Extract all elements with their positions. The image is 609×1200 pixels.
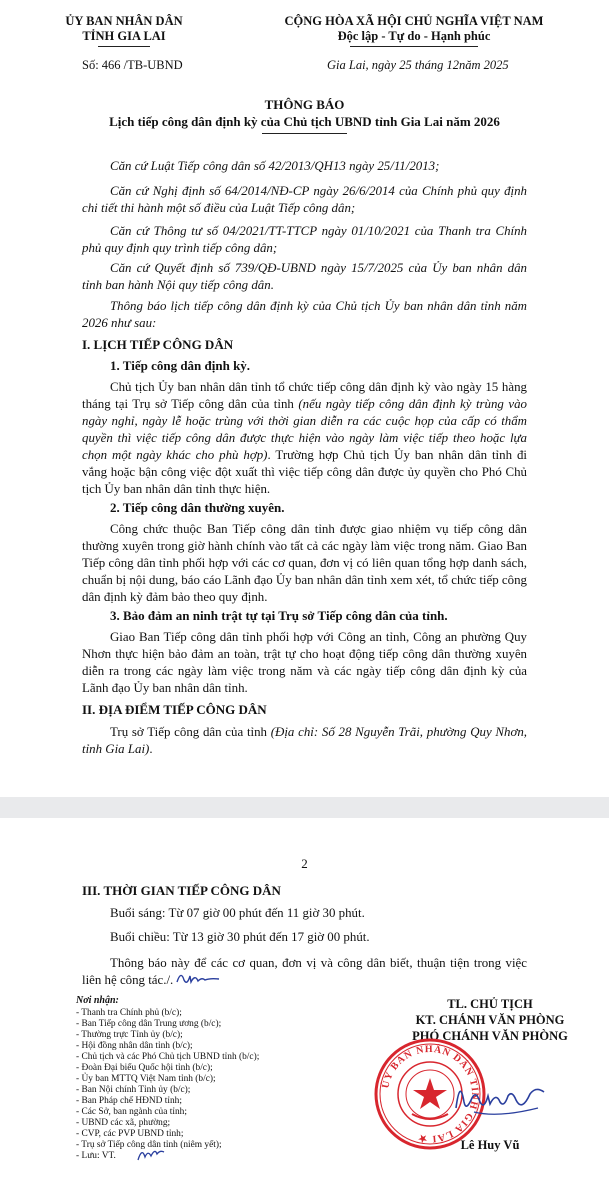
signatory-office: KT. CHÁNH VĂN PHÒNG <box>415 1013 565 1027</box>
page-number: 2 <box>301 856 308 871</box>
legal-basis-4: Căn cứ Quyết định số 739/QĐ-UBND ngày 15/7/2025 của Ủy ban nhân dân tỉnh ban hành Nội quy tiếp công dân. <box>82 261 527 292</box>
item-2-text: Công chức thuộc Ban Tiếp công dân tỉnh được giao nhiệm vụ tiếp công dân thường xuyên trong giờ hành chính vào tất cả các ngày làm việc trong năm. Giao Ban Tiếp công dân tỉnh phối hợp với các cơ quan, đơn vị có liên quan tổng hợp danh sách, chuẩn bị nội dung, báo cáo Lãnh đạo Ủy ban nhân dân tỉnh xem xét, tổ chức tiếp công dân định kỳ đảm bảo theo quy định. <box>82 522 527 604</box>
signatory-name: Lê Huy Vũ <box>460 1138 520 1152</box>
morning-hours: Buổi sáng: Từ 07 giờ 00 phút đến 11 giờ 30 phút. <box>110 906 365 920</box>
recipient-item: - Ban Pháp chế HĐND tỉnh; <box>76 1096 182 1106</box>
recipient-item: - Thường trực Tỉnh ủy (b/c); <box>76 1030 183 1040</box>
notice-intro: Thông báo lịch tiếp công dân định kỳ của Chủ tịch Ủy ban nhân dân tỉnh năm 2026 như sau: <box>82 299 527 330</box>
afternoon-hours: Buổi chiều: Từ 13 giờ 30 phút đến 17 giờ 00 phút. <box>110 930 370 944</box>
notice-title: THÔNG BÁO <box>264 97 345 112</box>
notice-subtitle: Lịch tiếp công dân định kỳ của Chủ tịch UBND tỉnh Gia Lai năm 2026 <box>109 114 500 129</box>
document-number: Số: 466 /TB-UBND <box>82 58 183 72</box>
initials-mark-2 <box>135 1144 167 1164</box>
recipient-item: - Chủ tịch và các Phó Chủ tịch UBND tỉnh (b/c); <box>76 1052 260 1062</box>
closing-statement: Thông báo này để các cơ quan, đơn vị và công dân biết, thuận tiện trong việc liên hệ công tác./. <box>82 956 527 987</box>
item-1-text: Chủ tịch Ủy ban nhân dân tỉnh tổ chức tiếp công dân định kỳ vào ngày 15 hàng tháng tại Trụ sở Tiếp công dân của tỉnh (nếu ngày tiếp công dân định kỳ trùng vào ngày nghỉ, ngày lễ hoặc trùng với thời gian diễn ra các cuộc họp của cấp có thẩm quyền thì việc tiếp công dân được thực hiện vào ngày làm việc tiếp theo hoặc lựa chọn một ngày khác cho phù hợp). Trường hợp Chủ tịch Ủy ban nhân dân tỉnh đi vắng hoặc bận công việc đột xuất thì việc tiếp công dân được ủy quyền cho Phó Chủ tịch Ủy ban nhân dân tỉnh thực hiện. <box>82 380 527 496</box>
signatory-authority: TL. CHỦ TỊCH <box>447 997 533 1011</box>
recipient-item: - Lưu: VT. <box>76 1151 116 1161</box>
section-2-heading: II. ĐỊA ĐIỂM TIẾP CÔNG DÂN <box>82 702 267 717</box>
national-title: CỘNG HÒA XÃ HỘI CHỦ NGHĨA VIỆT NAM <box>284 14 544 28</box>
initials-mark <box>175 968 223 988</box>
recipient-item: - CVP, các PVP UBND tỉnh; <box>76 1129 184 1139</box>
recipient-item: - Các Sở, ban ngành của tỉnh; <box>76 1107 187 1117</box>
item-3-text: Giao Ban Tiếp công dân tỉnh phối hợp với Công an tỉnh, Công an phường Quy Nhơn thực hiện bảo đảm an toàn, trật tự cho hoạt động tiếp công dân thường xuyên diễn ra trong các ngày làm việc trong năm và các ngày tiếp công dân định kỳ của Lãnh đạo Ủy ban nhân dân tỉnh. <box>82 630 527 695</box>
title-underline <box>262 133 347 134</box>
legal-basis-3: Căn cứ Thông tư số 04/2021/TT-TTCP ngày 01/10/2021 của Thanh tra Chính phủ quy định quy trình tiếp công dân; <box>82 224 527 255</box>
item-3-title: 3. Bảo đảm an ninh trật tự tại Trụ sở Tiếp công dân của tỉnh. <box>110 608 448 623</box>
motto-underline <box>350 46 478 47</box>
recipient-item: - Ủy ban MTTQ Việt Nam tỉnh (b/c); <box>76 1074 216 1084</box>
place-date: Gia Lai, ngày 25 tháng 12năm 2025 <box>327 58 509 72</box>
agency-underline <box>98 46 150 47</box>
agency-province: TỈNH GIA LAI <box>82 29 166 43</box>
document-page-2 <box>0 818 609 1200</box>
legal-basis-1: Căn cứ Luật Tiếp công dân số 42/2013/QH13 ngày 25/11/2013; <box>110 159 440 173</box>
recipient-item: - Ban Nội chính Tỉnh ủy (b/c); <box>76 1085 191 1095</box>
recipient-item: - Trụ sở Tiếp công dân tỉnh (niêm yết); <box>76 1140 222 1150</box>
legal-basis-2: Căn cứ Nghị định số 64/2014/NĐ-CP ngày 26/6/2014 của Chính phủ quy định chi tiết thi hành một số điều của Luật Tiếp công dân; <box>82 184 527 215</box>
recipient-item: - Đoàn Đại biểu Quốc hội tỉnh (b/c); <box>76 1063 213 1073</box>
section-1-heading: I. LỊCH TIẾP CÔNG DÂN <box>82 337 234 352</box>
signatory-title: PHÓ CHÁNH VĂN PHÒNG <box>412 1029 568 1043</box>
svg-text:ỦY BAN NHÂN DÂN TỈNH GIA LAI ★: ỦY BAN NHÂN DÂN TỈNH GIA LAI ★ <box>380 1043 481 1145</box>
item-2-title: 2. Tiếp công dân thường xuyên. <box>110 500 285 515</box>
recipient-item: - Ban Tiếp công dân Trung ương (b/c); <box>76 1019 222 1029</box>
section-3-heading: III. THỜI GIAN TIẾP CÔNG DÂN <box>82 883 281 898</box>
recipients-label: Nơi nhận: <box>76 995 119 1006</box>
section-2-text: Trụ sở Tiếp công dân của tỉnh (Địa chỉ: Số 28 Nguyễn Trãi, phường Quy Nhơn, tỉnh Gia Lai). <box>82 725 527 756</box>
item-1-title: 1. Tiếp công dân định kỳ. <box>110 358 251 373</box>
handwritten-signature <box>450 1068 550 1128</box>
agency-name: ỦY BAN NHÂN DÂN <box>65 14 183 28</box>
recipient-item: - Hội đồng nhân dân tỉnh (b/c); <box>76 1041 193 1051</box>
recipient-item: - Thanh tra Chính phủ (b/c); <box>76 1008 182 1018</box>
national-motto: Độc lập - Tự do - Hạnh phúc <box>337 29 491 43</box>
recipient-item: - UBND các xã, phường; <box>76 1118 171 1128</box>
